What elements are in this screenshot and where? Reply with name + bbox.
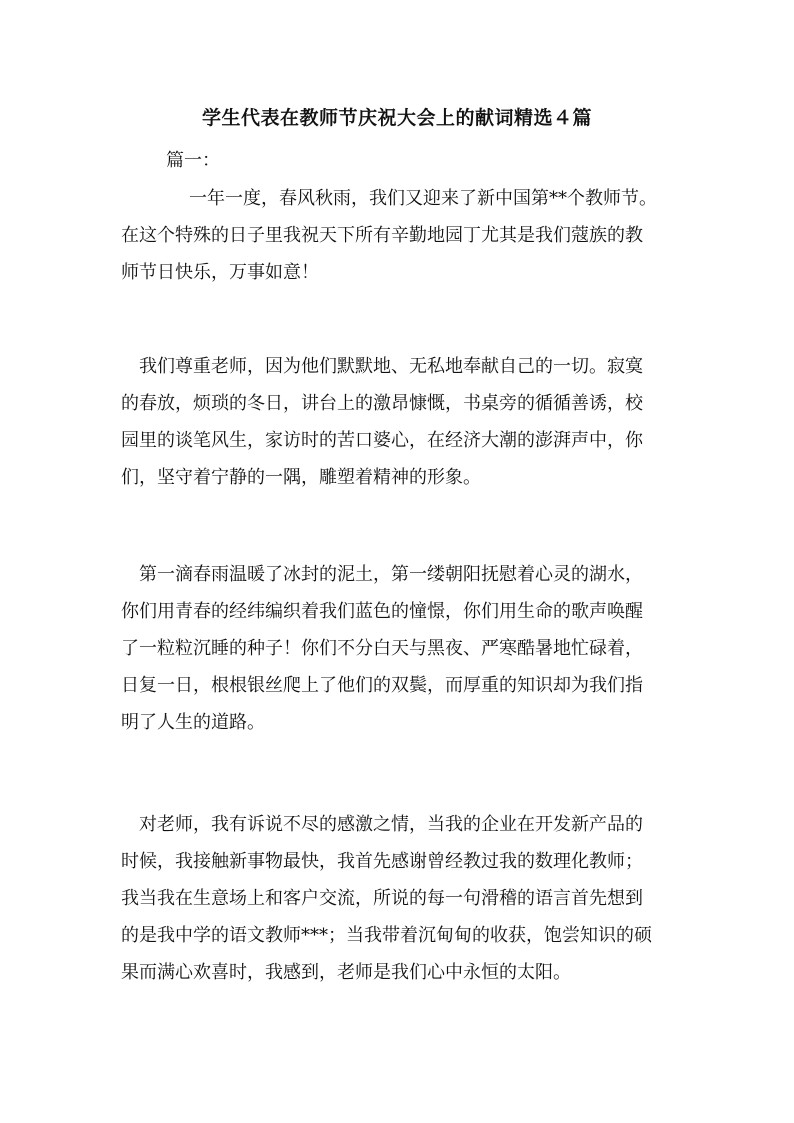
paragraph-line: 的春放，烦琐的冬日，讲台上的激昂慷慨，书桌旁的循循善诱，校 bbox=[121, 393, 643, 414]
paragraph-line: 日复一日，根根银丝爬上了他们的双鬓，而厚重的知识却为我们指 bbox=[121, 675, 643, 696]
paragraph-line: 了一粒粒沉睡的种子！你们不分白天与黑夜、严寒酷暑地忙碌着， bbox=[121, 638, 643, 659]
paragraph-line: 对老师，我有诉说不尽的感激之情，当我的企业在开发新产品的 bbox=[139, 814, 643, 835]
paragraph-line: 果而满心欢喜时，我感到，老师是我们心中永恒的太阳。 bbox=[121, 962, 571, 983]
paragraph-line: 在这个特殊的日子里我祝天下所有辛勤地园丁尤其是我们蔻族的教 bbox=[121, 225, 643, 246]
paragraph-line: 我当我在生意场上和客户交流，所说的每一句滑稽的语言首先想到 bbox=[121, 888, 643, 909]
paragraph-line: 一年一度，春风秋雨，我们又迎来了新中国第**个教师节。 bbox=[189, 188, 657, 209]
paragraph-2 bbox=[121, 348, 671, 496]
section-label: 篇一： bbox=[166, 150, 220, 171]
paragraph-1 bbox=[121, 180, 671, 291]
paragraph-line: 们，坚守着宁静的一隅，雕塑着精神的形象。 bbox=[121, 467, 481, 488]
paragraph-line: 第一滴春雨温暖了冰封的泥土，第一缕朝阳抚慰着心灵的湖水， bbox=[139, 564, 643, 585]
paragraph-line: 师节日快乐，万事如意！ bbox=[121, 262, 319, 283]
paragraph-line: 的是我中学的语文教师***；当我带着沉甸甸的收获，饱尝知识的硕 bbox=[121, 925, 652, 946]
paragraph-line: 你们用青春的经纬编织着我们蓝色的憧憬，你们用生命的歌声唤醒 bbox=[121, 601, 643, 622]
paragraph-line: 明了人生的道路。 bbox=[121, 712, 265, 733]
paragraph-line: 我们尊重老师，因为他们默默地、无私地奉献自己的一切。寂寞 bbox=[139, 356, 643, 377]
paragraph-3 bbox=[121, 556, 671, 741]
document-title: 学生代表在教师节庆祝大会上的献词精选４篇 bbox=[201, 107, 592, 129]
paragraph-line: 时候，我接触新事物最快，我首先感谢曾经教过我的数理化教师； bbox=[121, 851, 643, 872]
paragraph-4 bbox=[121, 806, 671, 991]
paragraph-line: 园里的谈笔风生，家访时的苦口婆心，在经济大潮的澎湃声中，你 bbox=[121, 430, 643, 451]
